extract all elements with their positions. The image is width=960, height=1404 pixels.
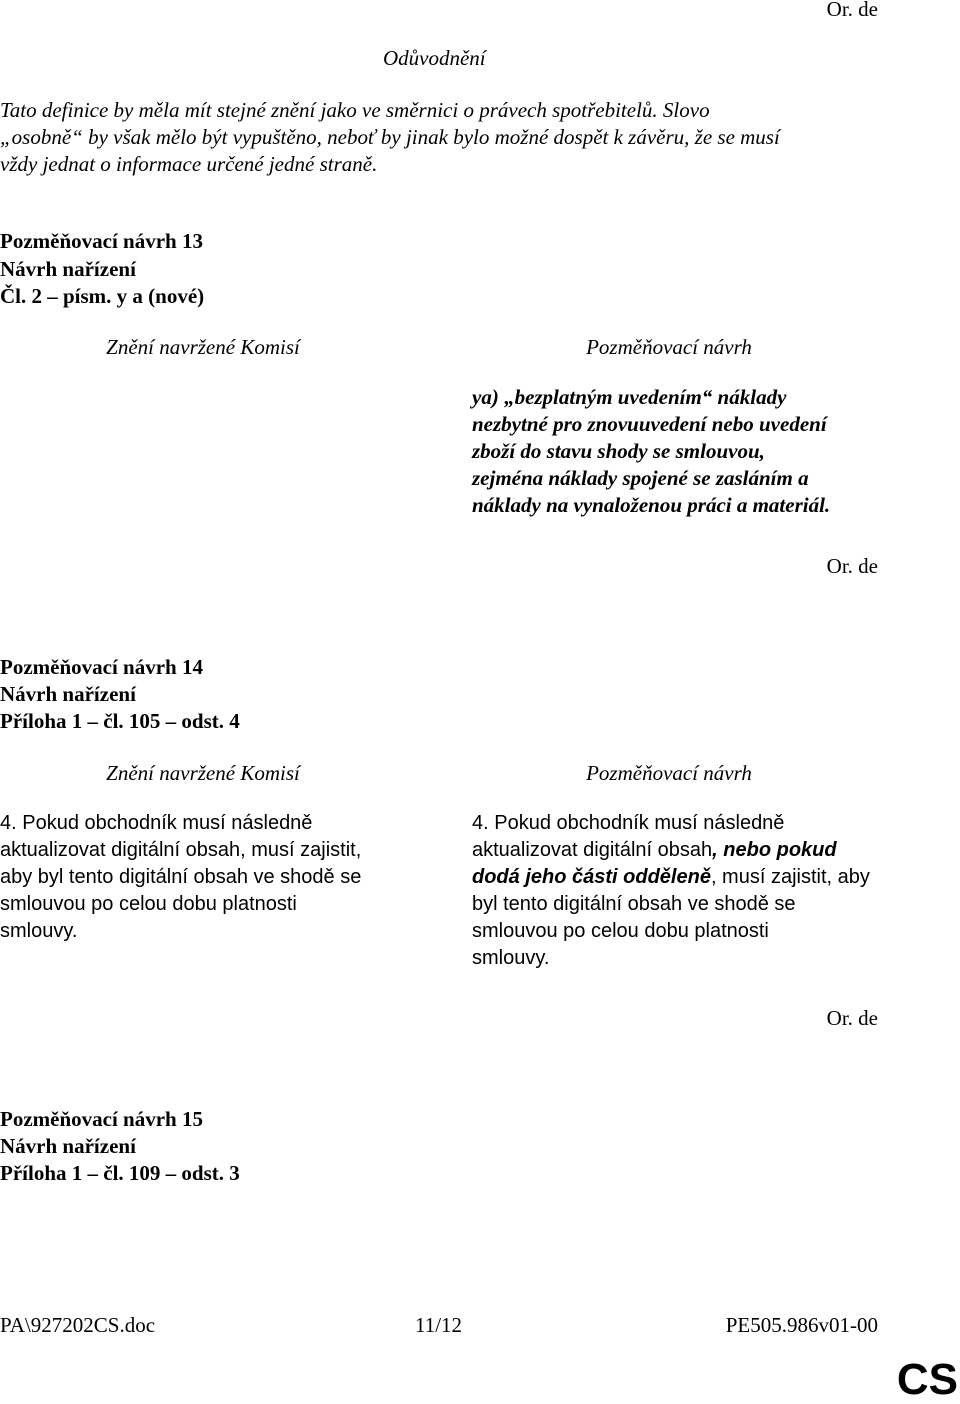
amendment-14-commission-line-4: smlouvou po celou dobu platnosti: [0, 893, 297, 915]
amendment-14-reference: Příloha 1 – čl. 105 – odst. 4: [0, 709, 240, 733]
amendment-13-subtitle: Návrh nařízení: [0, 257, 136, 281]
amendment-13-title: Pozměňovací návrh 13: [0, 229, 203, 253]
amendment-13-text-line-3: zboží do stavu shody se smlouvou,: [472, 439, 765, 463]
amendment-13-right-header: Pozměňovací návrh: [586, 335, 752, 359]
amendment-15-subtitle: Návrh nařízení: [0, 1134, 136, 1158]
justification-heading: Odůvodnění: [383, 46, 486, 70]
original-language-label: Or. de: [826, 0, 878, 21]
proposal-added-text: dodá jeho části odděleně: [472, 866, 711, 888]
amendment-14-proposal-line-2: [472, 837, 837, 864]
original-language-label: Or. de: [826, 554, 878, 578]
footer-document-reference: PA\927202CS.doc: [0, 1313, 156, 1337]
footer-pe-reference: PE505.986v01-00: [725, 1313, 878, 1337]
amendment-14-left-header: Znění navržené Komisí: [106, 761, 300, 785]
amendment-15-title: Pozměňovací návrh 15: [0, 1107, 203, 1131]
amendment-14-commission-line-3: aby byl tento digitální obsah ve shodě se: [0, 866, 362, 888]
amendment-14-title: Pozměňovací návrh 14: [0, 655, 203, 679]
footer-page-number: 11/12: [415, 1313, 463, 1337]
justification-line-3: vždy jednat o informace určené jedné straně.: [0, 152, 378, 176]
amendment-14-proposal-line-5: smlouvou po celou dobu platnosti: [472, 920, 769, 942]
amendment-14-proposal-line-6: smlouvy.: [472, 947, 550, 969]
amendment-13-reference: Čl. 2 – písm. y a (nové): [0, 284, 205, 308]
amendment-14-subtitle: Návrh nařízení: [0, 682, 136, 706]
amendment-14-commission-line-2: aktualizovat digitální obsah, musí zajistit,: [0, 839, 362, 861]
amendment-13-text-line-2: nezbytné pro znovuuvedení nebo uvedení: [472, 412, 827, 436]
proposal-unchanged-text: aktualizovat digitální obsah: [472, 839, 713, 861]
amendment-13-text-line-4: zejména náklady spojené se zasláním a: [472, 466, 809, 490]
amendment-13-text-line-5: náklady na vynaloženou práci a materiál.: [472, 493, 831, 517]
amendment-15-reference: Příloha 1 – čl. 109 – odst. 3: [0, 1161, 240, 1185]
amendment-14-right-header: Pozměňovací návrh: [586, 761, 752, 785]
proposal-unchanged-text: , musí zajistit, aby: [710, 866, 870, 888]
amendment-13-text-line-1: ya) „bezplatným uvedením“ náklady: [472, 385, 787, 409]
justification-line-1: Tato definice by měla mít stejné znění jako ve směrnici o právech spotřebitelů. Slovo: [0, 98, 710, 122]
amendment-14-commission-line-5: smlouvy.: [0, 920, 78, 942]
language-code: CS: [896, 1355, 958, 1404]
amendment-14-proposal-line-1: 4. Pokud obchodník musí následně: [472, 812, 785, 834]
proposal-added-text: , nebo pokud: [712, 839, 837, 861]
amendment-14-proposal-line-4: byl tento digitální obsah ve shodě se: [472, 893, 796, 915]
amendment-14-commission-line-1: 4. Pokud obchodník musí následně: [0, 812, 313, 834]
original-language-label: Or. de: [826, 1006, 878, 1030]
amendment-14-proposal-line-3: [472, 864, 870, 891]
amendment-13-left-header: Znění navržené Komisí: [106, 335, 300, 359]
justification-line-2: „osobně“ by však mělo být vypuštěno, neboť by jinak bylo možné dospět k závěru, že se musí: [0, 125, 780, 149]
